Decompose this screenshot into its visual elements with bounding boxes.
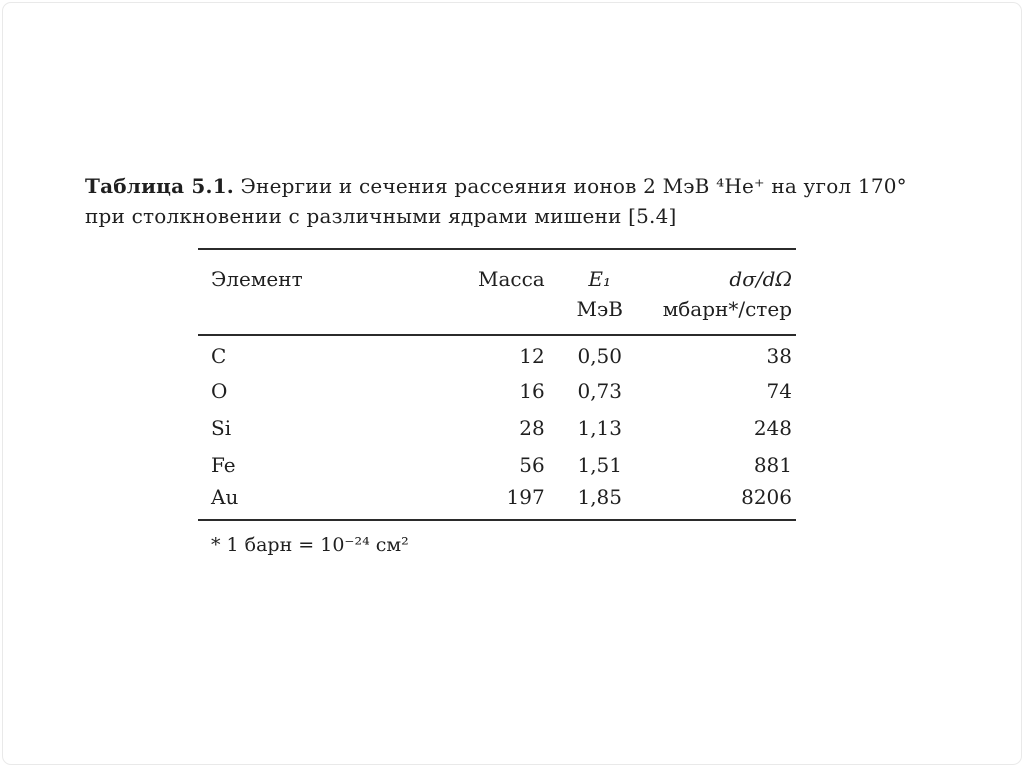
caption-text-1: Энергии и сечения рассеяния ионов 2 МэВ ⁴He⁺ на угол 170° — [240, 174, 907, 198]
column-unit-cross-section: мбарн*/стер — [655, 293, 796, 335]
cell-element: C — [211, 344, 227, 368]
table-header-row-labels — [198, 249, 796, 293]
cell-energy: 0,73 — [577, 378, 622, 403]
table-row — [198, 409, 796, 446]
table-header — [198, 249, 796, 335]
data-table-block — [198, 248, 796, 556]
cell-energy: 0,50 — [577, 344, 622, 368]
cell-cross-section: 74 — [766, 378, 792, 403]
page-frame — [2, 2, 1022, 765]
cell-cross-section: 38 — [766, 344, 792, 368]
column-unit-element — [198, 293, 478, 335]
caption-line-2 — [85, 201, 945, 231]
cell-mass: 12 — [519, 344, 545, 368]
column-unit-mass — [478, 293, 545, 335]
cell-energy: 1,85 — [545, 483, 655, 520]
cell-mass: 16 — [519, 378, 545, 403]
cell-element: O — [211, 378, 228, 403]
table-row — [198, 335, 796, 372]
caption-line-1 — [85, 171, 945, 201]
column-header-energy: E₁ — [588, 267, 612, 291]
cell-mass: 56 — [519, 452, 545, 477]
table-row — [198, 483, 796, 520]
cell-cross-section: 8206 — [655, 483, 796, 520]
cell-cross-section: 881 — [753, 452, 792, 477]
column-header-cross-section: dσ/dΩ — [729, 267, 792, 291]
cell-energy: 1,51 — [577, 452, 622, 477]
cell-mass: 28 — [519, 415, 545, 440]
caption-label: Таблица 5.1. — [85, 174, 234, 198]
table-footnote: * 1 барн = 10⁻²⁴ см² — [211, 534, 409, 556]
column-header-element: Элемент — [211, 267, 303, 291]
table-body — [198, 335, 796, 520]
cell-cross-section: 248 — [753, 415, 792, 440]
cross-section-table — [198, 248, 796, 521]
table-row — [198, 446, 796, 483]
table-caption — [85, 171, 945, 231]
column-unit-energy: МэВ — [545, 293, 655, 335]
table-header-row-units — [198, 293, 796, 335]
caption-text-2: при столкновении с различными ядрами мишени [5.4] — [85, 204, 677, 228]
cell-mass: 197 — [478, 483, 545, 520]
cell-element: Fe — [211, 452, 236, 477]
cell-energy: 1,13 — [577, 415, 622, 440]
column-header-mass: Масса — [478, 267, 545, 291]
cell-element: Si — [211, 415, 232, 440]
table-row — [198, 372, 796, 409]
cell-element: Au — [198, 483, 478, 520]
